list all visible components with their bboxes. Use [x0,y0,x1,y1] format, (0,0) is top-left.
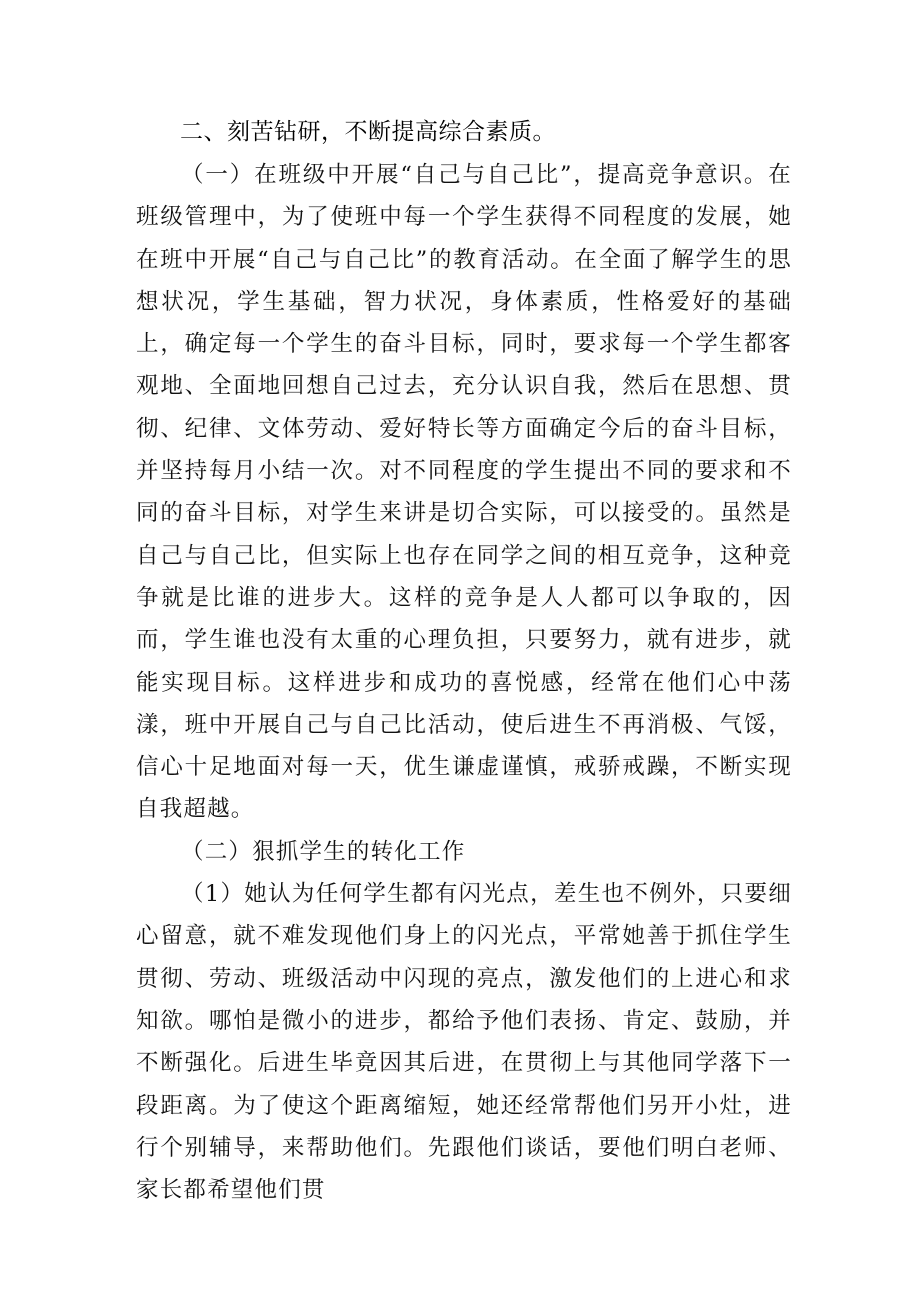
paragraph-bright-spots: （1）她认为任何学生都有闪光点，差生也不例外，只要细心留意，就不难发现他们身上的闪光点，平常她善于抓住学生贯彻、劳动、班级活动中闪现的亮点，激发他们的上进心和求知欲。哪怕是微小的进步，都给予他们表扬、肯定、鼓励，并不断强化。后进生毕竟因其后进，在贯彻上与其他同学落下一段距离。为了使这个距离缩短，她还经常帮他们另开小灶，进行个别辅导，来帮助他们。先跟他们谈话，要他们明白老师、家长都希望他们贯 [136,881,792,1204]
section-heading: 二、刻苦钻研，不断提高综合素质。 [180,119,556,145]
paragraph-competition-awareness: （一）在班级中开展“自己与自己比”，提高竞争意识。在班级管理中，为了使班中每一个学生获得不同程度的发展，她在班中开展“自己与自己比”的教育活动。在全面了解学生的思想状况，学生基础，智力状况，身体素质，性格爱好的基础上，确定每一个学生的奋斗目标，同时，要求每一个学生都客观地、全面地回想自己过去，充分认识自我，然后在思想、贯彻、纪律、文体劳动、爱好特长等方面确定今后的奋斗目标，并坚持每月小结一次。对不同程度的学生提出不同的要求和不同的奋斗目标，对学生来讲是切合实际，可以接受的。虽然是自己与自己比，但实际上也存在同学之间的相互竞争，这种竞争就是比谁的进步大。这样的竞争是人人都可以争取的，因而，学生谁也没有太重的心理负担，只要努力，就有进步，就能实现目标。这样进步和成功的喜悦感，经常在他们心中荡漾，班中开展自己与自己比活动，使后进生不再消极、气馁，信心十足地面对每一天，优生谦虚谨慎，戒骄戒躁，不断实现自我超越。 [136,162,792,823]
document-body [136,110,792,1211]
subsection-heading-transformation: （二）狠抓学生的转化工作 [181,838,466,865]
